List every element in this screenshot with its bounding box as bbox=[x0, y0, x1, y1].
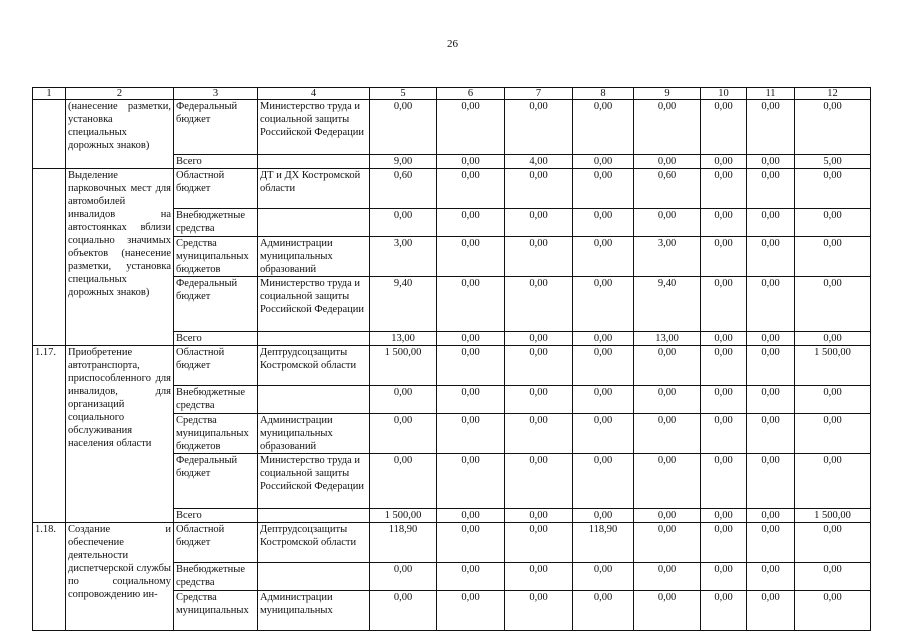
value-cell: 0,00 bbox=[747, 332, 795, 346]
responsible-org: Администрации муниципальных образований bbox=[258, 237, 370, 277]
value-cell: 0,00 bbox=[437, 332, 505, 346]
value-cell: 0,00 bbox=[795, 563, 871, 591]
value-cell: 0,00 bbox=[573, 237, 634, 277]
value-cell: 0,00 bbox=[795, 414, 871, 454]
value-cell: 0,00 bbox=[505, 386, 573, 414]
value-cell: 1 500,00 bbox=[795, 509, 871, 523]
value-cell: 0,60 bbox=[634, 169, 701, 209]
value-cell: 0,00 bbox=[505, 169, 573, 209]
value-cell: 0,00 bbox=[573, 563, 634, 591]
value-cell: 0,00 bbox=[747, 591, 795, 631]
value-cell: 0,00 bbox=[437, 509, 505, 523]
value-cell: 0,00 bbox=[573, 100, 634, 155]
value-cell: 0,00 bbox=[701, 454, 747, 509]
header-cell: 1 bbox=[33, 88, 66, 100]
value-cell: 0,00 bbox=[505, 414, 573, 454]
value-cell: 1 500,00 bbox=[370, 346, 437, 386]
value-cell: 0,00 bbox=[505, 591, 573, 631]
value-cell: 0,00 bbox=[573, 509, 634, 523]
responsible-org bbox=[258, 209, 370, 237]
item-number bbox=[33, 100, 66, 169]
funding-source: Внебюджетные средства bbox=[174, 209, 258, 237]
funding-source: Внебюджетные средства bbox=[174, 386, 258, 414]
funding-source: Средства муниципальных бюджетов bbox=[174, 414, 258, 454]
value-cell: 0,00 bbox=[795, 332, 871, 346]
item-number bbox=[33, 169, 66, 346]
responsible-org: Министерство труда и социальной защиты Российской Федерации bbox=[258, 100, 370, 155]
value-cell: 0,00 bbox=[795, 169, 871, 209]
item-number: 1.18. bbox=[33, 523, 66, 631]
value-cell: 0,00 bbox=[634, 523, 701, 563]
value-cell: 0,00 bbox=[370, 563, 437, 591]
value-cell: 0,00 bbox=[701, 155, 747, 169]
header-cell: 4 bbox=[258, 88, 370, 100]
funding-source: Всего bbox=[174, 155, 258, 169]
value-cell: 0,00 bbox=[747, 169, 795, 209]
value-cell: 0,00 bbox=[747, 155, 795, 169]
responsible-org bbox=[258, 563, 370, 591]
value-cell: 0,00 bbox=[795, 100, 871, 155]
value-cell: 0,00 bbox=[747, 454, 795, 509]
responsible-org: Дептрудсоцзащиты Костромской области bbox=[258, 346, 370, 386]
value-cell: 0,00 bbox=[505, 277, 573, 332]
value-cell: 0,00 bbox=[634, 100, 701, 155]
value-cell: 0,00 bbox=[701, 591, 747, 631]
value-cell: 0,00 bbox=[701, 237, 747, 277]
funding-source: Всего bbox=[174, 509, 258, 523]
value-cell: 0,00 bbox=[573, 155, 634, 169]
value-cell: 0,00 bbox=[747, 209, 795, 237]
value-cell: 13,00 bbox=[634, 332, 701, 346]
value-cell: 0,00 bbox=[437, 169, 505, 209]
responsible-org bbox=[258, 332, 370, 346]
item-number: 1.17. bbox=[33, 346, 66, 523]
value-cell: 13,00 bbox=[370, 332, 437, 346]
value-cell: 0,00 bbox=[505, 346, 573, 386]
value-cell: 1 500,00 bbox=[795, 346, 871, 386]
table-row bbox=[33, 523, 871, 563]
item-description: Приобретение автотранспорта, приспособленного для инвалидов, для организаций социального обслуживания населения области bbox=[66, 346, 174, 523]
header-row bbox=[33, 88, 871, 100]
funding-source: Областной бюджет bbox=[174, 346, 258, 386]
value-cell: 0,00 bbox=[747, 237, 795, 277]
value-cell: 0,00 bbox=[634, 386, 701, 414]
value-cell: 0,00 bbox=[437, 209, 505, 237]
value-cell: 0,00 bbox=[437, 155, 505, 169]
value-cell: 9,40 bbox=[370, 277, 437, 332]
value-cell: 0,00 bbox=[573, 277, 634, 332]
header-cell: 5 bbox=[370, 88, 437, 100]
header-cell: 10 bbox=[701, 88, 747, 100]
value-cell: 0,00 bbox=[573, 454, 634, 509]
value-cell: 0,00 bbox=[437, 277, 505, 332]
value-cell: 0,00 bbox=[437, 414, 505, 454]
value-cell: 9,40 bbox=[634, 277, 701, 332]
value-cell: 5,00 bbox=[795, 155, 871, 169]
funding-source: Федеральный бюджет bbox=[174, 100, 258, 155]
value-cell: 0,00 bbox=[437, 386, 505, 414]
value-cell: 0,00 bbox=[795, 209, 871, 237]
value-cell: 0,00 bbox=[795, 386, 871, 414]
value-cell: 0,00 bbox=[701, 346, 747, 386]
header-cell: 2 bbox=[66, 88, 174, 100]
value-cell: 0,00 bbox=[701, 386, 747, 414]
responsible-org: Дептрудсоцзащиты Костромской области bbox=[258, 523, 370, 563]
funding-source: Внебюджетные средства bbox=[174, 563, 258, 591]
value-cell: 0,00 bbox=[437, 100, 505, 155]
value-cell: 0,00 bbox=[795, 454, 871, 509]
value-cell: 0,60 bbox=[370, 169, 437, 209]
funding-source: Средства муниципальных бюджетов bbox=[174, 237, 258, 277]
value-cell: 0,00 bbox=[701, 209, 747, 237]
responsible-org bbox=[258, 155, 370, 169]
value-cell: 118,90 bbox=[370, 523, 437, 563]
value-cell: 0,00 bbox=[573, 414, 634, 454]
value-cell: 0,00 bbox=[634, 414, 701, 454]
funding-source: Средства муниципальных bbox=[174, 591, 258, 631]
value-cell: 3,00 bbox=[370, 237, 437, 277]
value-cell: 0,00 bbox=[747, 509, 795, 523]
value-cell: 0,00 bbox=[747, 346, 795, 386]
value-cell: 0,00 bbox=[437, 591, 505, 631]
value-cell: 0,00 bbox=[795, 277, 871, 332]
value-cell: 0,00 bbox=[505, 332, 573, 346]
value-cell: 0,00 bbox=[573, 332, 634, 346]
value-cell: 0,00 bbox=[573, 591, 634, 631]
value-cell: 0,00 bbox=[747, 386, 795, 414]
table-row bbox=[33, 169, 871, 209]
value-cell: 0,00 bbox=[505, 523, 573, 563]
funding-source: Федеральный бюджет bbox=[174, 277, 258, 332]
value-cell: 0,00 bbox=[701, 277, 747, 332]
value-cell: 0,00 bbox=[505, 237, 573, 277]
funding-source: Всего bbox=[174, 332, 258, 346]
value-cell: 0,00 bbox=[701, 523, 747, 563]
value-cell: 0,00 bbox=[370, 209, 437, 237]
item-description: Создание и обеспечение деятельности диспетчерской службы по социальному сопровождению ин- bbox=[66, 523, 174, 631]
value-cell: 0,00 bbox=[573, 169, 634, 209]
value-cell: 0,00 bbox=[505, 563, 573, 591]
header-cell: 9 bbox=[634, 88, 701, 100]
value-cell: 3,00 bbox=[634, 237, 701, 277]
responsible-org: Министерство труда и социальной защиты Российской Федерации bbox=[258, 454, 370, 509]
responsible-org: Министерство труда и социальной защиты Российской Федерации bbox=[258, 277, 370, 332]
value-cell: 0,00 bbox=[505, 100, 573, 155]
value-cell: 0,00 bbox=[747, 100, 795, 155]
item-description: (нанесение разметки, установка специальных дорожных знаков) bbox=[66, 100, 174, 169]
funding-source: Областной бюджет bbox=[174, 169, 258, 209]
responsible-org bbox=[258, 509, 370, 523]
responsible-org: ДТ и ДХ Костромской области bbox=[258, 169, 370, 209]
value-cell: 0,00 bbox=[573, 209, 634, 237]
value-cell: 118,90 bbox=[573, 523, 634, 563]
value-cell: 0,00 bbox=[437, 237, 505, 277]
value-cell: 0,00 bbox=[437, 563, 505, 591]
value-cell: 0,00 bbox=[370, 100, 437, 155]
header-cell: 11 bbox=[747, 88, 795, 100]
value-cell: 9,00 bbox=[370, 155, 437, 169]
value-cell: 0,00 bbox=[747, 523, 795, 563]
value-cell: 0,00 bbox=[701, 332, 747, 346]
value-cell: 0,00 bbox=[437, 346, 505, 386]
value-cell: 0,00 bbox=[634, 591, 701, 631]
table-row bbox=[33, 346, 871, 386]
value-cell: 0,00 bbox=[437, 454, 505, 509]
header-cell: 7 bbox=[505, 88, 573, 100]
value-cell: 0,00 bbox=[701, 100, 747, 155]
value-cell: 0,00 bbox=[634, 209, 701, 237]
header-cell: 12 bbox=[795, 88, 871, 100]
header-cell: 6 bbox=[437, 88, 505, 100]
value-cell: 0,00 bbox=[634, 155, 701, 169]
value-cell: 0,00 bbox=[795, 523, 871, 563]
value-cell: 0,00 bbox=[634, 509, 701, 523]
value-cell: 0,00 bbox=[634, 346, 701, 386]
header-cell: 8 bbox=[573, 88, 634, 100]
value-cell: 0,00 bbox=[573, 346, 634, 386]
value-cell: 0,00 bbox=[747, 277, 795, 332]
header-cell: 3 bbox=[174, 88, 258, 100]
table-row bbox=[33, 100, 871, 155]
value-cell: 0,00 bbox=[505, 509, 573, 523]
value-cell: 0,00 bbox=[701, 563, 747, 591]
value-cell: 0,00 bbox=[634, 563, 701, 591]
value-cell: 0,00 bbox=[370, 591, 437, 631]
value-cell: 1 500,00 bbox=[370, 509, 437, 523]
value-cell: 0,00 bbox=[701, 509, 747, 523]
value-cell: 0,00 bbox=[795, 591, 871, 631]
value-cell: 0,00 bbox=[795, 237, 871, 277]
responsible-org bbox=[258, 386, 370, 414]
budget-table bbox=[32, 87, 871, 631]
funding-source: Федеральный бюджет bbox=[174, 454, 258, 509]
value-cell: 0,00 bbox=[701, 169, 747, 209]
value-cell: 0,00 bbox=[701, 414, 747, 454]
item-description: Выделение парковочных мест для автомобилей инвалидов на автостоянках вблизи социально значимых объектов (нанесение разметки, установка специальных дорожных знаков) bbox=[66, 169, 174, 346]
page-number: 26 bbox=[447, 38, 458, 50]
funding-source: Областной бюджет bbox=[174, 523, 258, 563]
value-cell: 0,00 bbox=[747, 414, 795, 454]
value-cell: 0,00 bbox=[573, 386, 634, 414]
value-cell: 0,00 bbox=[370, 386, 437, 414]
value-cell: 4,00 bbox=[505, 155, 573, 169]
value-cell: 0,00 bbox=[370, 414, 437, 454]
value-cell: 0,00 bbox=[505, 209, 573, 237]
responsible-org: Администрации муниципальных образований bbox=[258, 414, 370, 454]
value-cell: 0,00 bbox=[505, 454, 573, 509]
value-cell: 0,00 bbox=[747, 563, 795, 591]
responsible-org: Администрации муниципальных bbox=[258, 591, 370, 631]
value-cell: 0,00 bbox=[634, 454, 701, 509]
value-cell: 0,00 bbox=[370, 454, 437, 509]
value-cell: 0,00 bbox=[437, 523, 505, 563]
